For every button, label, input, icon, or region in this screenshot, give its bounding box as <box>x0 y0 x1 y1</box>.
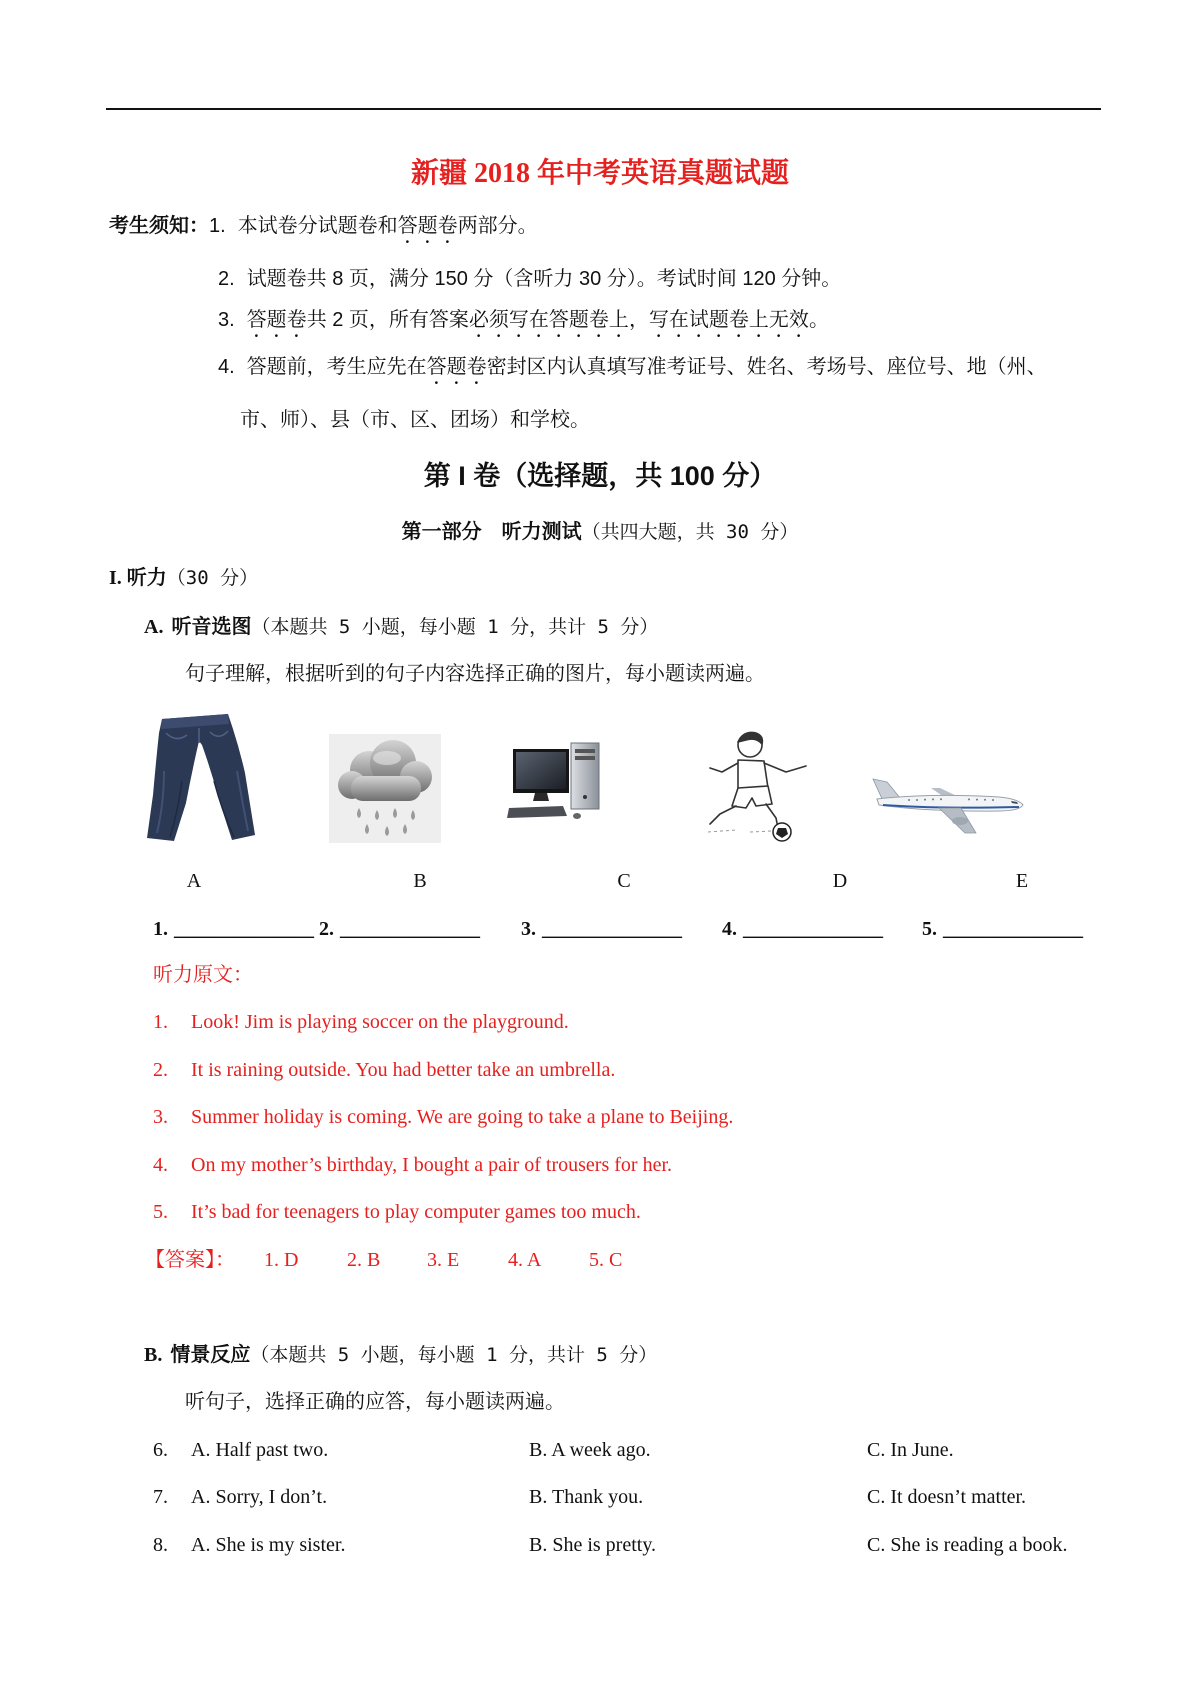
option-c: C. In June. <box>867 1439 954 1461</box>
section-one-note: （30 分） <box>166 567 259 589</box>
section-a-letter: A. <box>144 616 164 638</box>
part-one-note: （共四大题，共 30 分） <box>581 521 799 543</box>
transcript-text: It’s bad for teenagers to play computer games too much. <box>191 1201 641 1223</box>
option-c: C. She is reading a book. <box>867 1534 1068 1556</box>
notice-text: 。 <box>808 309 829 331</box>
answer-blank-3 <box>521 915 682 943</box>
picture-label-e: E <box>1015 870 1029 892</box>
transcript-number: 5. <box>153 1201 168 1223</box>
notice-item-4 <box>218 353 1047 389</box>
transcript-text: It is raining outside. You had better take an umbrella. <box>191 1059 616 1081</box>
option-a: A. Sorry, I don’t. <box>191 1486 328 1508</box>
picture-computer <box>505 741 605 823</box>
option-b: B. Thank you. <box>529 1486 644 1508</box>
blank-number: 3. <box>521 918 536 940</box>
blank-number: 4. <box>722 918 737 940</box>
transcript-line-4 <box>153 1151 672 1179</box>
answer-key-item: 3. E <box>427 1249 460 1271</box>
header-rule <box>106 108 1101 110</box>
picture-label-b: B <box>413 870 427 892</box>
transcript-text: On my mother’s birthday, I bought a pair of trousers for her. <box>191 1154 673 1176</box>
notice-label: 考生须知： <box>109 215 209 237</box>
picture-trousers <box>142 711 258 843</box>
answer-blank-1 <box>153 915 314 943</box>
section-a-note: （本题共 5 小题，每小题 1 分，共计 5 分） <box>251 616 659 638</box>
picture-boy-playing-soccer <box>706 728 812 843</box>
transcript-title: 听力原文： <box>153 964 253 986</box>
answer-key-item: 4. A <box>508 1249 542 1271</box>
answer-blank-2 <box>319 915 480 943</box>
transcript-number: 2. <box>153 1059 168 1081</box>
section-one-heading <box>109 564 258 592</box>
option-b: B. She is pretty. <box>529 1534 657 1556</box>
answer-key-item: 1. D <box>264 1249 299 1271</box>
notice-item-2 <box>218 265 841 293</box>
transcript-number: 1. <box>153 1011 168 1033</box>
transcript-number: 4. <box>153 1154 168 1176</box>
section-b-heading <box>144 1341 657 1369</box>
notice-text: 答题前，考生应先在 <box>246 356 427 378</box>
section-a-heading <box>144 613 658 641</box>
emphasized-text: 写在试题卷上无效 <box>648 309 809 331</box>
exam-title: 新疆 2018 年中考英语真题试题 <box>410 158 789 189</box>
notice-text: ， <box>628 309 649 331</box>
option-b: B. A week ago. <box>529 1439 651 1461</box>
notice-item-4-continued: 市、师）、县（市、区、团场）和学校。 <box>240 409 590 431</box>
section-b-name: 情景反应 <box>170 1344 251 1366</box>
emphasized-text: 答题卷 <box>426 356 487 378</box>
transcript-line-1 <box>153 1008 569 1036</box>
blank-number: 5. <box>922 918 937 940</box>
section-one-name: I. 听力 <box>109 567 167 589</box>
picture-airplane <box>869 763 1025 837</box>
picture-label-d: D <box>832 870 848 892</box>
emphasized-text: 答题卷 <box>246 309 307 331</box>
section-a-instruction: 句子理解，根据听到的句子内容选择正确的图片，每小题读两遍。 <box>185 663 765 685</box>
answer-blanks-row <box>0 915 1200 943</box>
emphasized-text: 必须写在答题卷上 <box>468 309 629 331</box>
blank-line: ______________ <box>542 918 682 940</box>
notice-text: 密封区内认真填写准考证号、姓名、考场号、座位号、地（州、 <box>486 356 1047 378</box>
transcript-line-2 <box>153 1056 615 1084</box>
transcript-text: Look! Jim is playing soccer on the playground. <box>191 1011 569 1033</box>
question-row-7 <box>0 1483 1200 1511</box>
question-number: 7. <box>153 1486 168 1508</box>
blank-line: ______________ <box>943 918 1083 940</box>
notice-item-3 <box>218 306 829 342</box>
option-a: A. She is my sister. <box>191 1534 346 1556</box>
notice-text: 两部分。 <box>457 215 538 237</box>
answer-blank-4 <box>722 915 883 943</box>
part-one-name: 第一部分 听力测试 <box>401 521 582 543</box>
answer-key-item: 5. C <box>589 1249 623 1271</box>
part-one-heading <box>0 518 1200 546</box>
emphasized-text: 答题卷 <box>397 215 458 237</box>
picture-label-c: C <box>617 870 631 892</box>
option-a: A. Half past two. <box>191 1439 329 1461</box>
picture-label-a: A <box>186 870 202 892</box>
transcript-line-3 <box>153 1103 733 1131</box>
question-row-6 <box>0 1436 1200 1464</box>
blank-line: ______________ <box>174 918 314 940</box>
option-c: C. It doesn’t matter. <box>867 1486 1027 1508</box>
blank-line: ______________ <box>743 918 883 940</box>
notice-number-3: 3. <box>218 309 235 331</box>
question-row-8 <box>0 1531 1200 1559</box>
question-number: 6. <box>153 1439 168 1461</box>
transcript-line-5 <box>153 1198 641 1226</box>
notice-number-2: 2. <box>218 268 235 290</box>
blank-line: ______________ <box>340 918 480 940</box>
notice-number-1: 1. <box>209 215 226 237</box>
answer-blank-5 <box>922 915 1083 943</box>
transcript-text: Summer holiday is coming. We are going to take a plane to Beijing. <box>191 1106 734 1128</box>
transcript-number: 3. <box>153 1106 168 1128</box>
notice-item-1 <box>109 212 538 248</box>
blank-number: 1. <box>153 918 168 940</box>
answer-key-row <box>0 1246 1200 1274</box>
notice-text: 本试卷分试题卷和 <box>237 215 398 237</box>
section-b-note: （本题共 5 小题，每小题 1 分，共计 5 分） <box>250 1344 658 1366</box>
notice-text: 共 2 页，所有答案 <box>306 309 469 331</box>
picture-rain-cloud <box>329 734 441 843</box>
blank-number: 2. <box>319 918 334 940</box>
section-b-instruction: 听句子，选择正确的应答，每小题读两遍。 <box>185 1391 565 1413</box>
volume-title: 第 I 卷（选择题，共 100 分） <box>423 461 777 491</box>
answer-key-label: 【答案】： <box>145 1249 235 1271</box>
question-number: 8. <box>153 1534 168 1556</box>
notice-text: 试题卷共 8 页，满分 150 分（含听力 30 分）。考试时间 120 分钟。 <box>246 268 842 290</box>
section-a-name: 听音选图 <box>171 616 252 638</box>
notice-number-4: 4. <box>218 356 235 378</box>
answer-key-item: 2. B <box>347 1249 381 1271</box>
section-b-letter: B. <box>144 1344 163 1366</box>
